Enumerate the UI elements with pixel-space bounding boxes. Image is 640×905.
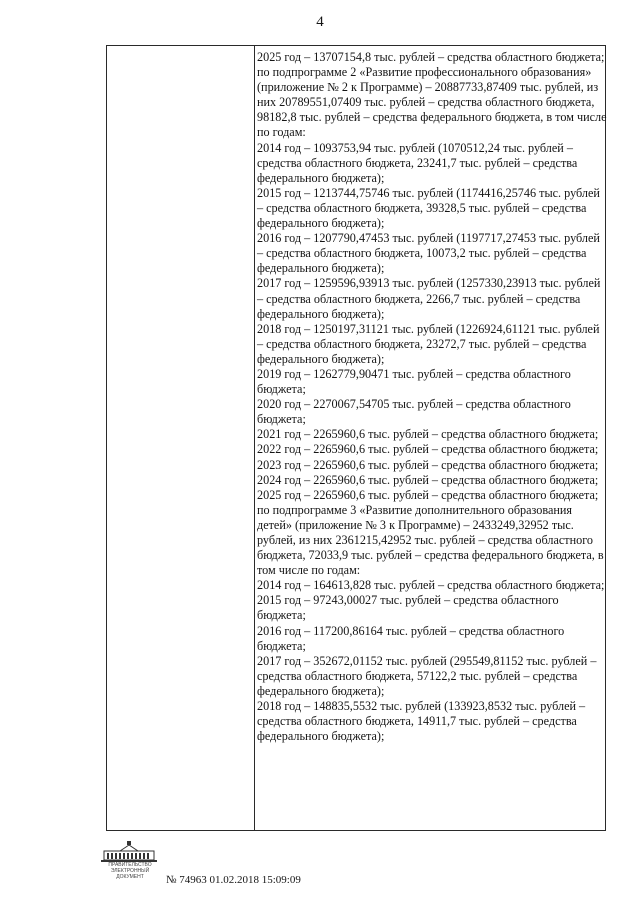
paragraph: 2017 год – 352672,01152 тыс. рублей (295549,81152 тыс. рублей – средства областного бюджета, 57122,2 тыс. рублей – средства федерального бюджета);: [257, 653, 597, 698]
paragraph: 2022 год – 2265960,6 тыс. рублей – средства областного бюджета;: [257, 442, 599, 457]
page-number: 4: [316, 14, 324, 30]
paragraph: по подпрограмме 2 «Развитие профессионального образования» (приложение № 2 к Программе) – 20887733,87409 тыс. рублей, из них 20789551,07409 тыс. рублей – средства областного бюджета, 98182,8 тыс. рублей – средства федерального бюджета, в том числе по годам:: [257, 65, 607, 140]
logo-caption-line: ПРАВИТЕЛЬСТВО: [108, 862, 152, 868]
program-table: [106, 45, 606, 831]
paragraph: 2018 год – 1250197,31121 тыс. рублей (1226924,61121 тыс. рублей – средства областного бюджета, 23272,7 тыс. рублей – средства федерального бюджета);: [257, 321, 600, 366]
paragraph: 2025 год – 13707154,8 тыс. рублей – средства областного бюджета;: [257, 50, 605, 64]
document-registration-number: № 74963 01.02.2018 15:09:09: [166, 874, 301, 886]
paragraph: 2014 год – 164613,828 тыс. рублей – средства областного бюджета;: [257, 578, 605, 593]
logo-caption-line: ЭЛЕКТРОННЫЙ ДОКУМЕНТ: [110, 868, 150, 880]
paragraph: 2021 год – 2265960,6 тыс. рублей – средства областного бюджета;: [257, 427, 599, 442]
table-left-cell: [107, 46, 254, 830]
column-divider: [254, 46, 255, 830]
logo-caption: [100, 862, 160, 880]
paragraph: 2014 год – 1093753,94 тыс. рублей (1070512,24 тыс. рублей – средства областного бюджета, 23241,7 тыс. рублей – средства федерального бюджета);: [257, 140, 578, 185]
government-building-logo: [100, 840, 158, 864]
paragraph: 2020 год – 2270067,54705 тыс. рублей – средства областного бюджета;: [257, 397, 571, 427]
paragraph: 2018 год – 148835,5532 тыс. рублей (133923,8532 тыс. рублей – средства областного бюджета, 14911,7 тыс. рублей – средства федерального бюджета);: [257, 699, 586, 744]
paragraph: 2016 год – 1207790,47453 тыс. рублей (1197717,27453 тыс. рублей – средства областного бюджета, 10073,2 тыс. рублей – средства федерального бюджета);: [257, 231, 600, 276]
paragraph: 2024 год – 2265960,6 тыс. рублей – средства областного бюджета;: [257, 472, 599, 487]
paragraph: 2015 год – 1213744,75746 тыс. рублей (1174416,25746 тыс. рублей – средства областного бюджета, 39328,5 тыс. рублей – средства федерального бюджета);: [257, 185, 600, 231]
paragraph: 2019 год – 1262779,90471 тыс. рублей – средства областного бюджета;: [257, 366, 571, 397]
paragraph: 2023 год – 2265960,6 тыс. рублей – средства областного бюджета;: [257, 457, 599, 472]
paragraph: по подпрограмме 3 «Развитие дополнительного образования детей» (приложение № 3 к Программе) – 2433249,32952 тыс. рублей, из них 2361215,42952 тыс. рублей – средства областного бюджета, 72033,9 тыс. рублей – средства федерального бюджета, в том числе по годам:: [257, 502, 604, 578]
paragraph: 2025 год – 2265960,6 тыс. рублей – средства областного бюджета;: [257, 487, 599, 502]
paragraph: 2015 год – 97243,00027 тыс. рублей – средства областного бюджета;: [257, 593, 559, 623]
paragraph: 2017 год – 1259596,93913 тыс. рублей (1257330,23913 тыс. рублей – средства областного бюджета, 2266,7 тыс. рублей – средства федерального бюджета);: [257, 276, 601, 321]
table-right-cell: [257, 50, 607, 830]
paragraph: 2016 год – 117200,86164 тыс. рублей – средства областного бюджета;: [257, 623, 565, 653]
